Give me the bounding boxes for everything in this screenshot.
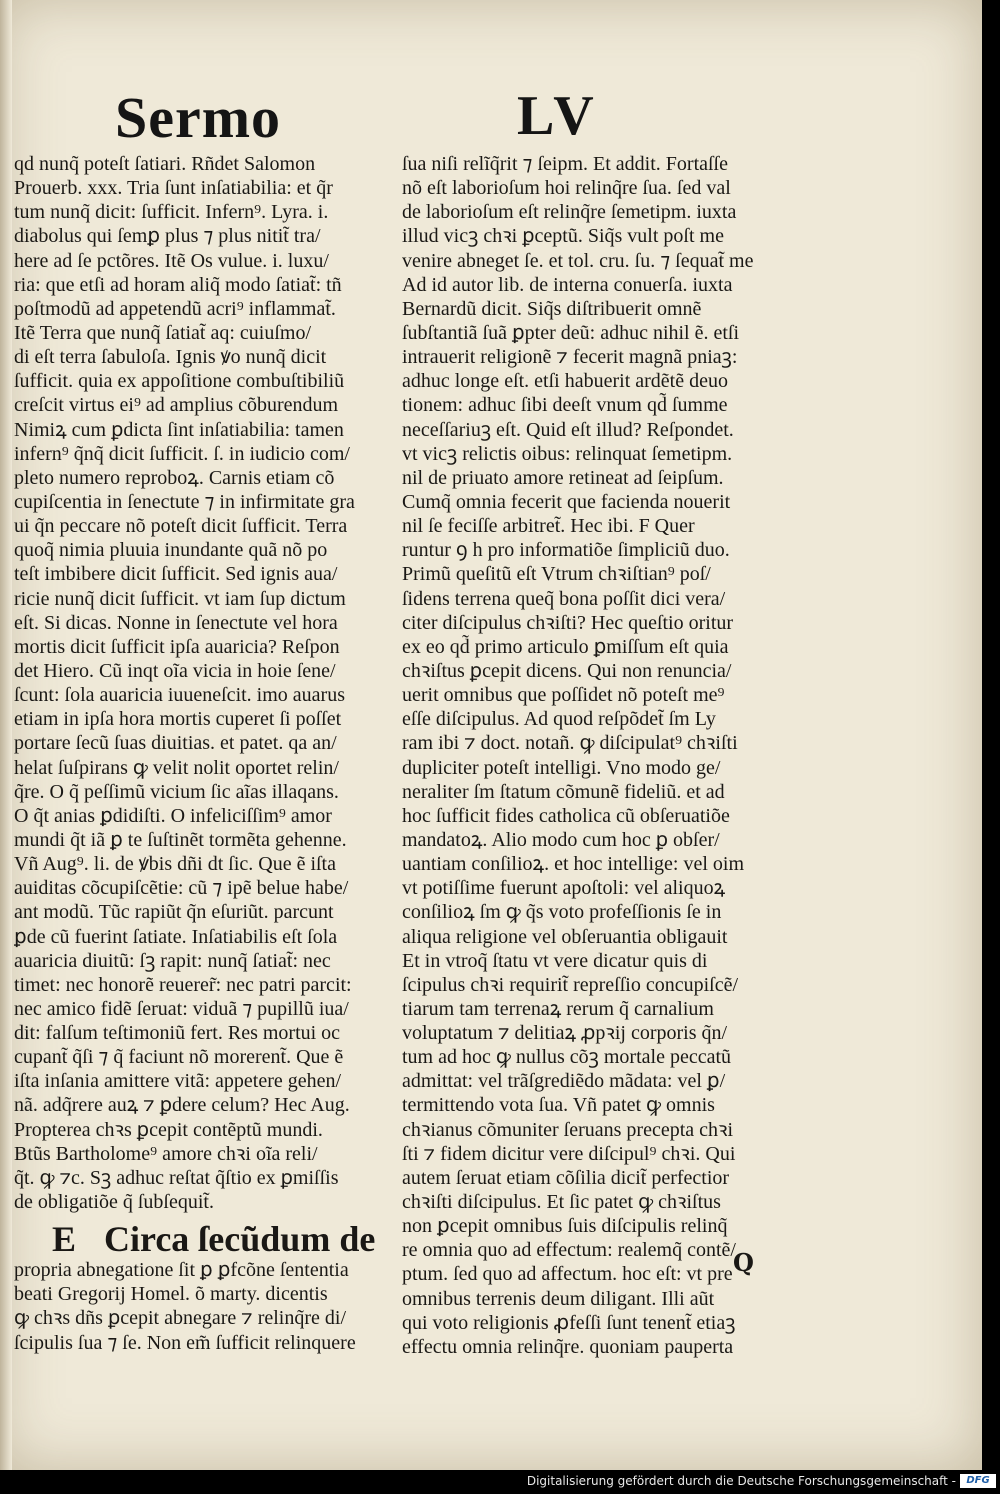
text-line: tum ad hoc ꝙ nullus cõꝫ mortale peccatũ <box>402 1046 732 1069</box>
text-line: voluptatum ⁊ delitiaꝝ ꝓpꝛij corporis q̃n/ <box>402 1022 728 1045</box>
text-line: nã. adq̃rere auꝝ ⁊ ꝑdere celum? Hec Aug. <box>14 1094 350 1117</box>
text-line: re omnia quo ad effectum: realemq̃ contẽ/ <box>402 1239 736 1262</box>
text-line: ſubſtantiã ſuã ꝑpter deũ: adhuc nihil ẽ. etſi <box>402 321 740 344</box>
page-gutter <box>0 0 12 1470</box>
text-line: iſta inſania amittere vitã: appetere gehen/ <box>14 1070 342 1093</box>
text-line: Ad id autor lib. de interna conuerſa. iuxta <box>402 273 733 296</box>
text-line: mundi q̃t iã ꝑ te ſuſtinẽt tormẽta gehenne. <box>14 828 347 851</box>
text-line: ptum. ſed quo ad affectum. hoc eſt: vt pre <box>402 1263 733 1286</box>
text-line: dupliciter poteſt intelligi. Vno modo ge/ <box>402 756 721 779</box>
funding-credit: Digitalisierung gefördert durch die Deutsche Forschungsgemeinschaft - <box>526 1474 956 1488</box>
text-line: mandatoꝝ. Alio modo cum hoc ꝑ obſer/ <box>402 828 720 851</box>
running-head-left: Sermo <box>115 85 282 150</box>
text-line: Propterea chꝛs ꝑcepit contẽptũ mundi. <box>14 1118 323 1141</box>
text-line: teſt imbibere dicit ſufficit. Sed ignis aua/ <box>14 563 338 586</box>
text-line: nõ eſt laborioſum hoi relinq̃re ſua. ſed val <box>402 177 731 200</box>
text-line: uerit omnibus que poſſidet nõ poteſt me⁹ <box>402 684 725 707</box>
text-line: nil de priuato amore retineat ad ſeipſum. <box>402 466 724 489</box>
text-line: Primũ queſitũ eſt Vtrum chꝛiſtian⁹ poſ/ <box>402 563 711 586</box>
text-line: ui q̃n peccare nõ poteſt dicit ſufficit. Terra <box>14 515 348 538</box>
text-line: adhuc longe eſt. etſi habuerit ardẽtẽ deuo <box>402 370 728 393</box>
text-line: qd nunq̃ poteſt ſatiari. Rñdet Salomon <box>14 153 316 175</box>
text-line: ſcipulis ſua ⁊ ſe. Non em̃ ſufficit relinquere <box>14 1331 356 1354</box>
text-line: q̃t. ꝙ ⁊c. Sꝫ adhuc reſtat q̃ſtio ex ꝑmiſſis <box>14 1166 339 1189</box>
text-line: ant modũ. Tũc rapiũt q̃n eſuriũt. parcunt <box>14 901 334 924</box>
text-line: etiam in ipſa hora mortis cuperet ſi poſſet <box>14 708 342 731</box>
text-line: de obligatiõe q̃ ſubſequit̃. <box>14 1191 214 1214</box>
text-line: here ad ſe pctõres. Itẽ Os vulue. i. luxu/ <box>14 249 329 272</box>
text-line: cupant̃ q̃ſi ⁊ q̃ faciunt nõ morerent̃. Que ẽ <box>14 1046 344 1069</box>
text-line: ria: que etſi ad horam aliq̃ modo ſatiat̃: tñ <box>14 273 342 296</box>
text-line: propria abnegatione ſit ꝑ ꝑfcõne ſententia <box>14 1259 349 1282</box>
text-line: auiditas cõcupiſcẽtie: cũ ⁊ ipẽ belue habe/ <box>14 877 349 900</box>
text-line: diabolus qui ſemꝑ plus ⁊ plus nitit̃ tra/ <box>14 225 321 248</box>
text-line: chꝛiſtus ꝑcepit dicens. Qui non renuncia/ <box>402 659 732 682</box>
text-line: qui voto religionis ꝓfeſſi ſunt tenent̃ etiaꝫ <box>402 1311 736 1334</box>
text-line: Bernardũ dicit. Siq̃s diſtribuerit omnẽ <box>402 297 702 320</box>
text-line: vt vicꝫ relictis oibus: relinquat ſemetipm. <box>402 442 733 465</box>
text-line: uantiam conſilioꝝ. et hoc intellige: vel oim <box>402 853 745 876</box>
text-line: Prouerb. xxx. Tria ſunt inſatiabilia: et q̃r <box>14 177 333 200</box>
text-line: ꝑde cũ fuerint ſatiate. Inſatiabilis eſt ſola <box>14 925 338 948</box>
text-line: non ꝑcepit omnibus ſuis diſcipulis relinq̃ <box>402 1215 728 1238</box>
text-line: quoq̃ nimia pluuia inundante quã nõ po <box>14 539 328 562</box>
text-line: Itẽ Terra que nunq̃ ſatiat̃ aq: cuiuſmo/ <box>14 321 312 344</box>
text-line: tum nunq̃ dicit: ſufficit. Infern⁹. Lyra. i. <box>14 201 329 224</box>
text-line: O q̃t anias ꝑdidiſti. O infeliciſſim⁹ amor <box>14 804 332 827</box>
text-line: tiarum tam terrenaꝝ rerum q̃ carnalium <box>402 997 714 1020</box>
text-line: conſilioꝝ ſm ꝙ q̃s voto profeſſionis ſe in <box>402 901 722 924</box>
text-line: Cumq̃ omnia fecerit que facienda nouerit <box>402 490 731 513</box>
folio-number: LV <box>517 85 598 147</box>
text-line: vt potiſſime fuerunt apoſtoli: vel aliquoꝝ <box>402 877 726 900</box>
text-line: Vñ Aug⁹. li. de ꝟbis dñi dt ſic. Que ẽ iſta <box>14 853 336 876</box>
section-heading <box>14 1220 384 1258</box>
text-line: eſſe diſcipulus. Ad quod reſpõdet̃ ſm Ly <box>402 708 716 731</box>
catchword: Q <box>733 1248 754 1277</box>
text-line: runtur ꝯ h pro informatiõe ſimpliciũ duo. <box>402 539 730 562</box>
text-line: ſcunt: ſola auaricia iuueneſcit. imo auarus <box>14 684 345 707</box>
text-line: ram ibi ⁊ doct. notañ. ꝙ diſcipulat⁹ chꝛiſti <box>402 732 738 755</box>
text-line: det Hiero. Cũ inqt oĩa vicia in hoie ſene/ <box>14 659 336 682</box>
text-line: de laborioſum eſt relinq̃re ſemetipm. iuxta <box>402 201 737 224</box>
text-line: timet: nec honorẽ reuerer̃: nec patri parcit: <box>14 973 352 996</box>
text-line: Et in vtroq̃ ſtatu vt vere dicatur quis di <box>402 949 708 972</box>
text-line: ſua niſi relĩq̃rit ⁊ ſeipm. Et addit. Fortaſſe <box>402 153 728 175</box>
left-column <box>14 152 384 1355</box>
text-line: venire abneget ſe. et tol. cru. ſu. ⁊ ſequat̃ me <box>402 249 754 272</box>
text-line: ſufficit. quia ex appoſitione combuſtibiliũ <box>14 370 345 393</box>
text-line: citer diſcipulus chꝛiſti? Hec queſtio oritur <box>402 611 734 634</box>
text-line: cupiſcentia in ſenectute ⁊ in infirmitate gra <box>14 490 355 513</box>
text-line: creſcit virtus ei⁹ ad amplius cõburendum <box>14 394 339 417</box>
text-line: Btũs Bartholome⁹ amore chꝛi oĩa reli/ <box>14 1142 318 1165</box>
right-column <box>402 152 786 1359</box>
text-line: dit: falſum teſtimoniũ fert. Res mortui oc <box>14 1022 341 1045</box>
text-line: effectu omnia relinq̃re. quoniam pauperta <box>402 1335 734 1358</box>
text-line: pleto numero reproboꝝ. Carnis etiam cõ <box>14 466 335 489</box>
text-line: aliqua religione vel obſeruantia obligauit <box>402 925 728 948</box>
text-line: illud vicꝫ chꝛi ꝑceptũ. Siq̃s vult poſt me <box>402 225 724 248</box>
text-line: di eſt terra ſabuloſa. Ignis ꝟo nunq̃ dicit <box>14 346 327 369</box>
text-line: ex eo qd̃ primo articulo ꝑmiſſum eſt quia <box>402 635 729 658</box>
text-line: intrauerit religionẽ ⁊ fecerit magnã pniaꝫ: <box>402 346 738 369</box>
section-heading-text: Circa ſecũdum de <box>104 1219 376 1260</box>
text-line: chꝛianus cõmuniter ſeruans precepta chꝛi <box>402 1118 734 1141</box>
text-line: auaricia diuitũ: ſꝫ rapit: nunq̃ ſatiat̃: nec <box>14 949 331 972</box>
text-line: beati Gregorij Homel. õ marty. dicentis <box>14 1283 328 1306</box>
text-line: hoc ſufficit fides catholica cũ obſeruatiõe <box>402 804 730 827</box>
text-line: ſidens terrena queq̃ bona poſſit dici vera/ <box>402 587 726 610</box>
text-line: poſtmodũ ad appetendũ acri⁹ inflammat̃. <box>14 297 336 320</box>
text-line: Nimiꝝ cum ꝑdicta ſint inſatiabilia: tamen <box>14 418 344 441</box>
text-line: helat ſuſpirans ꝙ velit nolit oportet relin/ <box>14 756 339 779</box>
text-line: q̃re. O q̃ peſſimũ vicium ſic aĩas illaqans. <box>14 780 339 803</box>
text-line: neraliter ſm ſtatum cõmunẽ fideliũ. et ad <box>402 780 725 803</box>
text-line: ſcipulus chꝛi requirit̃ repreſſio concupiſcẽ/ <box>402 973 739 996</box>
text-line: ricie nunq̃ dicit ſufficit. vt iam ſup dictum <box>14 587 346 610</box>
text-line: ſti ⁊ fidem dicitur vere diſcipul⁹ chꝛi. Qui <box>402 1142 736 1165</box>
text-line: eſt. Si dicas. Nonne in ſenectute vel hora <box>14 611 338 634</box>
text-line: autem ſeruat etiam cõſilia dicit̃ perfectior <box>402 1166 730 1189</box>
text-line: omnibus terrenis deum diligant. Illi aũt <box>402 1287 715 1310</box>
section-initial: E <box>52 1219 77 1260</box>
text-line: nec amico fidẽ ſeruat: viduã ⁊ pupillũ iua/ <box>14 997 349 1020</box>
text-line: ꝙ chꝛs dñs ꝑcepit abnegare ⁊ relinq̃re di/ <box>14 1307 347 1330</box>
text-line: infern⁹ q̃nq̃ dicit ſufficit. ſ. in iudicio com/ <box>14 442 350 465</box>
text-line: portare ſecũ ſuas diuitias. et patet. qa an/ <box>14 732 337 755</box>
dfg-logo: DFG <box>960 1474 996 1488</box>
text-line: nil ſe feciſſe arbitret̃. Hec ibi. F Quer <box>402 515 695 538</box>
text-line: mortis dicit ſufficit ipſa auaricia? Reſpon <box>14 635 340 658</box>
text-line: neceſſariuꝫ eſt. Quid eſt illud? Reſpondet. <box>402 418 734 441</box>
text-line: admittat: vel trãſgrediẽdo mãdata: vel ꝑ/ <box>402 1070 726 1093</box>
text-line: termittendo vota ſua. Vñ patet ꝙ omnis <box>402 1094 715 1117</box>
text-line: chꝛiſti diſcipulus. Et ſic patet ꝙ chꝛiſtus <box>402 1191 721 1214</box>
text-line: tionem: adhuc ſibi deeſt vnum qd̃ ſumme <box>402 394 728 417</box>
